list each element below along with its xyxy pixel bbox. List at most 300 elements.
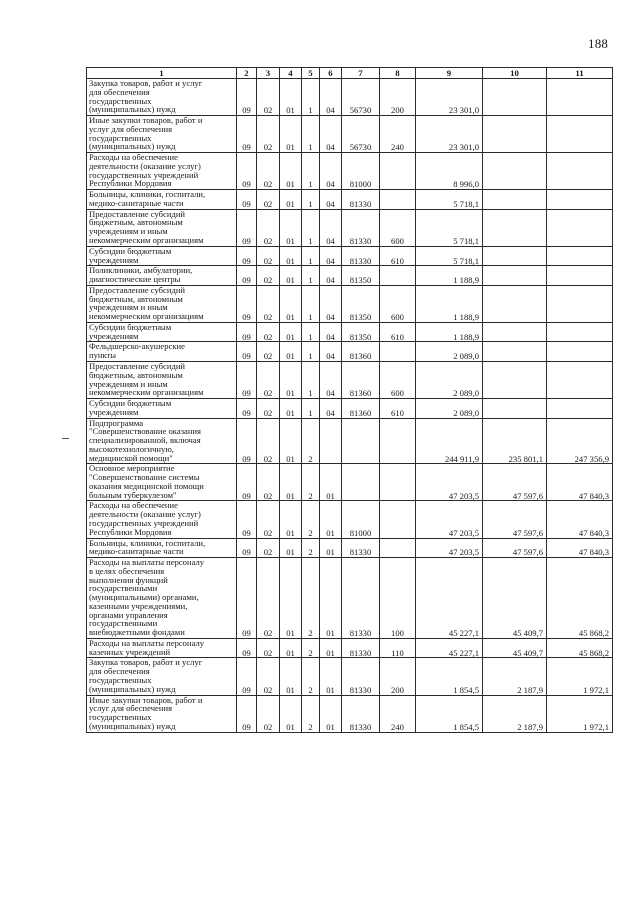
column-header: 8 (380, 68, 416, 79)
cell-col-2: 09 (237, 658, 257, 695)
cell-col-8: 610 (380, 246, 416, 266)
cell-col-5: 1 (302, 322, 320, 342)
description-line: "Совершенствование оказания (89, 426, 201, 437)
cell-col-5: 2 (302, 638, 320, 658)
row-description (87, 209, 237, 246)
cell-col-6: 01 (320, 558, 342, 639)
cell-col-7 (342, 418, 380, 464)
cell-col-3: 02 (257, 418, 280, 464)
row-description (87, 246, 237, 266)
description-line: некоммерческим организациям (89, 311, 204, 322)
cell-col-9: 5 718,1 (416, 190, 483, 210)
description-line: пункты (89, 350, 117, 361)
cell-col-5: 1 (302, 246, 320, 266)
cell-col-11: 1 972,1 (547, 658, 613, 695)
cell-col-8: 240 (380, 116, 416, 153)
description-line: медико-санитарные части (89, 197, 184, 208)
description-line: казенными учреждениями, (89, 600, 188, 611)
cell-col-9: 47 203,5 (416, 464, 483, 501)
cell-col-7: 81350 (342, 266, 380, 286)
cell-col-8 (380, 501, 416, 538)
cell-col-2: 09 (237, 361, 257, 398)
cell-col-5: 2 (302, 464, 320, 501)
cell-col-10 (483, 153, 547, 190)
cell-col-5: 1 (302, 116, 320, 153)
description-line: Расходы на обеспечение (89, 152, 178, 163)
cell-col-8: 610 (380, 399, 416, 419)
cell-col-3: 02 (257, 322, 280, 342)
description-line: Расходы на выплаты персоналу (89, 557, 205, 568)
description-line: Основное мероприятие (89, 463, 175, 474)
description-line: оказания медицинской помощи (89, 480, 204, 491)
table-row (87, 246, 613, 266)
table-row (87, 266, 613, 286)
cell-col-6: 04 (320, 342, 342, 362)
description-line: деятельности (оказание услуг) (89, 509, 201, 520)
cell-col-6: 04 (320, 399, 342, 419)
cell-col-3: 02 (257, 638, 280, 658)
table-row (87, 153, 613, 190)
cell-col-3: 02 (257, 342, 280, 362)
cell-col-4: 01 (280, 266, 302, 286)
cell-col-7: 81330 (342, 246, 380, 266)
description-line: государственных учреждений (89, 169, 199, 180)
cell-col-4: 01 (280, 658, 302, 695)
table-header-row (87, 68, 613, 79)
table-row (87, 79, 613, 116)
table-row (87, 695, 613, 732)
cell-col-7: 81000 (342, 501, 380, 538)
cell-col-3: 02 (257, 153, 280, 190)
cell-col-5: 1 (302, 285, 320, 322)
description-line: Предоставление субсидий (89, 361, 186, 371)
description-line: высокотехнологичную, (89, 443, 174, 454)
cell-col-3: 02 (257, 361, 280, 398)
cell-col-11 (547, 153, 613, 190)
column-header: 10 (483, 68, 547, 79)
cell-col-11: 1 972,1 (547, 695, 613, 732)
cell-col-6: 04 (320, 209, 342, 246)
table-row (87, 501, 613, 538)
row-description (87, 658, 237, 695)
cell-col-4: 01 (280, 246, 302, 266)
column-header: 9 (416, 68, 483, 79)
cell-col-2: 09 (237, 464, 257, 501)
row-description (87, 501, 237, 538)
cell-col-9: 5 718,1 (416, 209, 483, 246)
cell-col-6: 04 (320, 361, 342, 398)
description-line: Предоставление субсидий (89, 209, 186, 219)
cell-col-6: 04 (320, 285, 342, 322)
cell-col-5: 1 (302, 361, 320, 398)
description-line: "Совершенствование системы (89, 472, 200, 483)
cell-col-2: 09 (237, 79, 257, 116)
description-line: Подпрограмма (89, 418, 144, 428)
column-header: 6 (320, 68, 342, 79)
budget-table (86, 67, 613, 733)
cell-col-10: 2 187,9 (483, 658, 547, 695)
row-description (87, 322, 237, 342)
cell-col-9: 1 188,9 (416, 322, 483, 342)
cell-col-3: 02 (257, 464, 280, 501)
cell-col-5: 2 (302, 538, 320, 558)
row-description (87, 464, 237, 501)
cell-col-8: 610 (380, 322, 416, 342)
cell-col-7: 81330 (342, 209, 380, 246)
cell-col-6: 04 (320, 116, 342, 153)
cell-col-10 (483, 361, 547, 398)
cell-col-9: 2 089,0 (416, 342, 483, 362)
description-line: (муниципальных) нужд (89, 141, 176, 152)
cell-col-4: 01 (280, 695, 302, 732)
table-body (87, 79, 613, 733)
cell-col-8 (380, 266, 416, 286)
cell-col-8 (380, 464, 416, 501)
description-line: для обеспечения (89, 86, 150, 97)
description-line: учреждениям и иным (89, 378, 168, 389)
cell-col-5: 1 (302, 399, 320, 419)
cell-col-2: 09 (237, 399, 257, 419)
cell-col-6: 04 (320, 79, 342, 116)
cell-col-10 (483, 285, 547, 322)
description-line: бюджетным, автономным (89, 217, 183, 228)
description-line: государственными (89, 583, 158, 594)
description-line: медико-санитарные части (89, 546, 184, 557)
cell-col-5: 1 (302, 209, 320, 246)
cell-col-3: 02 (257, 501, 280, 538)
cell-col-7: 81330 (342, 638, 380, 658)
cell-col-4: 01 (280, 116, 302, 153)
cell-col-8 (380, 342, 416, 362)
cell-col-11: 247 356,9 (547, 418, 613, 464)
cell-col-9: 47 203,5 (416, 538, 483, 558)
cell-col-4: 01 (280, 153, 302, 190)
cell-col-4: 01 (280, 209, 302, 246)
cell-col-2: 09 (237, 266, 257, 286)
cell-col-6 (320, 418, 342, 464)
cell-col-2: 09 (237, 342, 257, 362)
cell-col-10 (483, 322, 547, 342)
cell-col-2: 09 (237, 285, 257, 322)
cell-col-8: 200 (380, 658, 416, 695)
cell-col-8: 200 (380, 79, 416, 116)
cell-col-8 (380, 418, 416, 464)
cell-col-7: 81330 (342, 558, 380, 639)
cell-col-9: 1 188,9 (416, 285, 483, 322)
description-line: Больницы, клиники, госпитали, (89, 538, 206, 548)
cell-col-6: 01 (320, 464, 342, 501)
table-row (87, 418, 613, 464)
cell-col-10: 45 409,7 (483, 558, 547, 639)
cell-col-4: 01 (280, 342, 302, 362)
cell-col-9: 2 089,0 (416, 399, 483, 419)
cell-col-11 (547, 79, 613, 116)
description-line: больным туберкулезом" (89, 489, 177, 500)
description-line: Субсидии бюджетным (89, 246, 172, 256)
description-line: Предоставление субсидий (89, 285, 186, 295)
cell-col-11 (547, 190, 613, 210)
description-line: органами управления (89, 609, 168, 620)
cell-col-8 (380, 538, 416, 558)
description-line: бюджетным, автономным (89, 293, 183, 304)
description-line: государственных (89, 675, 152, 685)
cell-col-2: 09 (237, 190, 257, 210)
cell-col-7: 81360 (342, 361, 380, 398)
table-row (87, 361, 613, 398)
cell-col-2: 09 (237, 638, 257, 658)
cell-col-3: 02 (257, 695, 280, 732)
cell-col-4: 01 (280, 638, 302, 658)
description-line: (муниципальных) нужд (89, 104, 176, 115)
description-line: услуг для обеспечения (89, 123, 173, 134)
cell-col-11 (547, 246, 613, 266)
table-row (87, 342, 613, 362)
cell-col-11 (547, 322, 613, 342)
description-line: учреждениям (89, 330, 139, 341)
cell-col-3: 02 (257, 116, 280, 153)
cell-col-9: 8 996,0 (416, 153, 483, 190)
cell-col-3: 02 (257, 538, 280, 558)
cell-col-2: 09 (237, 418, 257, 464)
cell-col-10: 47 597,6 (483, 501, 547, 538)
column-header: 7 (342, 68, 380, 79)
cell-col-5: 2 (302, 501, 320, 538)
cell-col-9: 1 188,9 (416, 266, 483, 286)
cell-col-7: 81350 (342, 322, 380, 342)
cell-col-8 (380, 190, 416, 210)
table-row (87, 538, 613, 558)
description-line: услуг для обеспечения (89, 703, 173, 714)
cell-col-9: 23 301,0 (416, 79, 483, 116)
table-row (87, 558, 613, 639)
cell-col-8 (380, 153, 416, 190)
cell-col-9: 2 089,0 (416, 361, 483, 398)
cell-col-10 (483, 342, 547, 362)
cell-col-2: 09 (237, 501, 257, 538)
row-description (87, 79, 237, 116)
row-description (87, 418, 237, 464)
cell-col-9: 1 854,5 (416, 658, 483, 695)
cell-col-4: 01 (280, 501, 302, 538)
margin-mark (62, 438, 69, 439)
cell-col-7 (342, 464, 380, 501)
description-line: учреждениям (89, 254, 139, 265)
row-description (87, 695, 237, 732)
table-row (87, 464, 613, 501)
cell-col-6: 04 (320, 246, 342, 266)
column-header: 5 (302, 68, 320, 79)
row-description (87, 285, 237, 322)
row-description (87, 361, 237, 398)
cell-col-11: 47 840,3 (547, 538, 613, 558)
cell-col-8: 600 (380, 285, 416, 322)
cell-col-7: 56730 (342, 79, 380, 116)
cell-col-6: 04 (320, 322, 342, 342)
cell-col-9: 45 227,1 (416, 638, 483, 658)
description-line: для обеспечения (89, 666, 150, 677)
description-line: Субсидии бюджетным (89, 322, 172, 332)
cell-col-10 (483, 209, 547, 246)
cell-col-11 (547, 209, 613, 246)
table-row (87, 399, 613, 419)
cell-col-6: 01 (320, 695, 342, 732)
cell-col-2: 09 (237, 246, 257, 266)
description-line: Закупка товаров, работ и услуг (89, 657, 203, 668)
description-line: Фельдшерско-акушерские (89, 341, 185, 352)
column-header: 3 (257, 68, 280, 79)
row-description (87, 558, 237, 639)
cell-col-3: 02 (257, 266, 280, 286)
table-row (87, 658, 613, 695)
cell-col-9: 23 301,0 (416, 116, 483, 153)
cell-col-11: 47 840,3 (547, 464, 613, 501)
cell-col-10 (483, 266, 547, 286)
description-line: государственных (89, 712, 152, 723)
description-line: диагностические центры (89, 274, 181, 285)
cell-col-10 (483, 399, 547, 419)
cell-col-8: 600 (380, 361, 416, 398)
row-description (87, 116, 237, 153)
description-line: учреждениям (89, 406, 139, 417)
description-line: Поликлиники, амбулатории, (89, 265, 193, 276)
cell-col-11 (547, 399, 613, 419)
cell-col-6: 01 (320, 538, 342, 558)
cell-col-5: 1 (302, 190, 320, 210)
description-line: некоммерческим организациям (89, 387, 204, 398)
cell-col-6: 04 (320, 266, 342, 286)
cell-col-4: 01 (280, 464, 302, 501)
row-description (87, 638, 237, 658)
description-line: Республики Мордовия (89, 178, 172, 189)
column-header: 11 (547, 68, 613, 79)
cell-col-2: 09 (237, 695, 257, 732)
cell-col-9: 1 854,5 (416, 695, 483, 732)
cell-col-9: 5 718,1 (416, 246, 483, 266)
cell-col-4: 01 (280, 418, 302, 464)
cell-col-7: 81350 (342, 285, 380, 322)
description-line: Больницы, клиники, госпитали, (89, 189, 206, 200)
cell-col-7: 81330 (342, 695, 380, 732)
table-row (87, 116, 613, 153)
cell-col-5: 1 (302, 342, 320, 362)
cell-col-3: 02 (257, 209, 280, 246)
table-row (87, 190, 613, 210)
description-line: учреждениям и иным (89, 226, 168, 237)
description-line: государственных (89, 95, 152, 106)
cell-col-4: 01 (280, 190, 302, 210)
cell-col-6: 01 (320, 501, 342, 538)
row-description (87, 153, 237, 190)
description-line: деятельности (оказание услуг) (89, 160, 201, 171)
description-line: (муниципальных) нужд (89, 683, 176, 694)
description-line: (муниципальных) нужд (89, 720, 176, 731)
cell-col-4: 01 (280, 538, 302, 558)
column-header: 4 (280, 68, 302, 79)
cell-col-7: 81000 (342, 153, 380, 190)
cell-col-5: 1 (302, 153, 320, 190)
column-header: 1 (87, 68, 237, 79)
cell-col-9: 244 911,9 (416, 418, 483, 464)
description-line: бюджетным, автономным (89, 369, 183, 380)
description-line: (муниципальными) органами, (89, 592, 199, 603)
description-line: казенных учреждений (89, 646, 171, 657)
page-number: 188 (588, 36, 609, 51)
table-row (87, 638, 613, 658)
cell-col-10 (483, 79, 547, 116)
description-line: специализированной, включая (89, 435, 201, 446)
cell-col-11: 45 868,2 (547, 558, 613, 639)
description-line: Иные закупки товаров, работ и (89, 695, 203, 705)
cell-col-4: 01 (280, 285, 302, 322)
cell-col-10: 45 409,7 (483, 638, 547, 658)
cell-col-11 (547, 342, 613, 362)
cell-col-7: 81330 (342, 658, 380, 695)
cell-col-2: 09 (237, 116, 257, 153)
cell-col-10 (483, 116, 547, 153)
cell-col-5: 2 (302, 418, 320, 464)
description-line: учреждениям и иным (89, 302, 168, 313)
cell-col-9: 45 227,1 (416, 558, 483, 639)
cell-col-7: 81360 (342, 342, 380, 362)
cell-col-4: 01 (280, 322, 302, 342)
cell-col-4: 01 (280, 558, 302, 639)
cell-col-10 (483, 190, 547, 210)
cell-col-11 (547, 266, 613, 286)
cell-col-8: 100 (380, 558, 416, 639)
cell-col-5: 1 (302, 266, 320, 286)
row-description (87, 399, 237, 419)
cell-col-5: 2 (302, 558, 320, 639)
row-description (87, 190, 237, 210)
description-line: Республики Мордовия (89, 526, 172, 537)
cell-col-5: 2 (302, 695, 320, 732)
cell-col-10: 2 187,9 (483, 695, 547, 732)
cell-col-6: 01 (320, 658, 342, 695)
cell-col-4: 01 (280, 399, 302, 419)
description-line: Субсидии бюджетным (89, 398, 172, 409)
cell-col-10: 47 597,6 (483, 538, 547, 558)
cell-col-3: 02 (257, 246, 280, 266)
cell-col-7: 81330 (342, 190, 380, 210)
table-row (87, 209, 613, 246)
cell-col-11: 45 868,2 (547, 638, 613, 658)
description-line: государственных учреждений (89, 517, 199, 528)
description-line: Иные закупки товаров, работ и (89, 115, 203, 126)
cell-col-11 (547, 285, 613, 322)
row-description (87, 266, 237, 286)
cell-col-2: 09 (237, 322, 257, 342)
cell-col-7: 81360 (342, 399, 380, 419)
cell-col-2: 09 (237, 153, 257, 190)
cell-col-4: 01 (280, 79, 302, 116)
description-line: государственными (89, 618, 158, 629)
cell-col-6: 04 (320, 190, 342, 210)
cell-col-11 (547, 116, 613, 153)
cell-col-5: 2 (302, 658, 320, 695)
cell-col-11 (547, 361, 613, 398)
description-line: выполнения функций (89, 574, 168, 585)
column-header: 2 (237, 68, 257, 79)
description-line: в целях обеспечения (89, 565, 165, 576)
cell-col-5: 1 (302, 79, 320, 116)
description-line: некоммерческим организациям (89, 235, 204, 246)
cell-col-4: 01 (280, 361, 302, 398)
cell-col-3: 02 (257, 285, 280, 322)
cell-col-2: 09 (237, 209, 257, 246)
cell-col-2: 09 (237, 558, 257, 639)
table-row (87, 322, 613, 342)
cell-col-3: 02 (257, 558, 280, 639)
